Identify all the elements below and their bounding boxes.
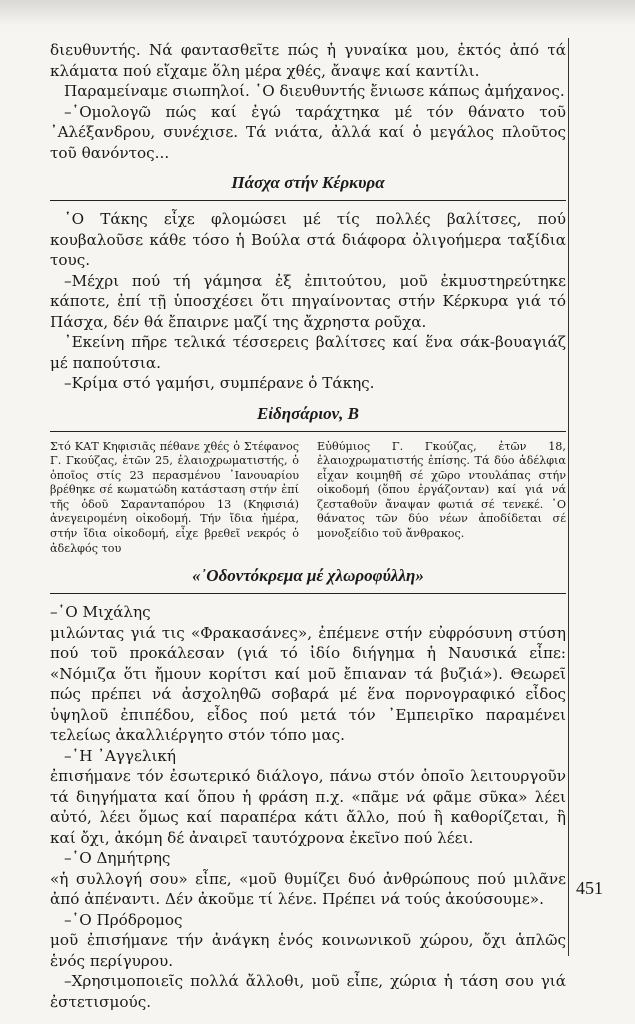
section-divider — [50, 593, 566, 594]
section3-speaker: –῾Ο Μιχάλης — [50, 603, 151, 622]
section3-paragraph: μοῦ ἐπισήμανε τήν ἀνάγκη ἑνός κοινωνικοῦ χώρου, ὄχι ἁπλῶς ἑνός περίγυρου. — [50, 931, 566, 970]
book-page — [50, 40, 566, 1012]
section3-paragraph: ἐπισήμανε τόν ἐσωτερικό διάλογο, πάνω στόν ὁποῖο λειτουργοῦν τά διηγήματα καί ὅπου ἡ φράση π.χ. «πᾶμε νά φᾶμε σῦκα» λέει αὐτό, λέει ὅμως καί παραπέρα κάτι ἄλλο, πού ἢ καθορίζεται, ἢ καί ὄχι, ἀκόμη δέ ἀναιρεῖ ταυτόχρονα ἐκεῖνο πού λέει. — [50, 767, 566, 847]
section1-paragraph: ῾Ο Τάκης εἶχε φλομώσει μέ τίς πολλές βαλίτσες, πού κουβαλοῦσε κάθε τόσο ἡ Βούλα στά διάφορα ὀλιγοήμερα ταξίδια τους. — [50, 210, 566, 269]
opening-paragraph: –῾Ομολογῶ πώς καί ἐγώ ταράχτηκα μέ τόν θάνατο τοῦ ᾽Αλέξανδρου, συνέχισε. Τά νιάτα, ἀλλά καί ὁ μεγάλος πλοῦτος τοῦ θανόντος... — [50, 102, 566, 162]
news-column-left: Στό ΚΑΤ Κηφισιᾶς πέθανε χθές ὁ Στέφανος Γ. Γκούζας, ἐτῶν 25, ἐλαιοχρωματιστής, ὁ ὁποῖος στίς 23 περασμένου ᾽Ιανουαρίου βρέθηκε σέ κωματώδη κατάσταση στήν ἐπί τῆς ὁδοῦ Σαρανταπόρου 13 (Κηφισιά) ἀνεγειρομένη οἰκοδομή. Τήν ἴδια ἡμέρα, στήν ἴδια οἰκοδομή, εἶχε βρεθεῖ νεκρός ὁ ἀδελφός του — [50, 439, 299, 555]
page-number: 451 — [576, 878, 603, 898]
section3-paragraph: –Χρησιμοποιεῖς πολλά ἄλλοθι, μοῦ εἶπε, χώρια ἡ τάση σου γιά ἐστετισμούς. — [50, 972, 566, 1011]
section-divider — [50, 200, 566, 201]
section-title-news: Εἰδησάριον, Β — [256, 403, 360, 423]
section3-paragraph: «ἡ συλλογή σου» εἶπε, «μοῦ θυμίζει δυό ἀνθρώπους πού μιλᾶνε ἀπό ἀπέναντι. Δέν ἀκοῦμε τί λένε. Πρέπει νά τούς ἀκούσουμε». — [50, 869, 566, 909]
section3-speaker: –῾Η ᾽Αγγελική — [64, 746, 177, 765]
news-column-right: Εὐθύμιος Γ. Γκούζας, ἐτῶν 18, ἐλαιοχρωματιστής ἐπίσης. Τά δύο ἀδέλφια εἶχαν κοιμηθῆ σέ χῶρο ντουλάπας στήν οἰκοδομή (ὅπου ἐργάζονταν) καί γιά νά ζεσταθοῦν ἄναψαν φωτιά σέ τενεκέ. ῾Ο θάνατος τῶν δύο νέων ἀποδίδεται σέ μονοξείδιο τοῦ ἄνθρακος. — [317, 439, 566, 541]
opening-paragraph: Παραμείναμε σιωπηλοί. ῾Ο διευθυντής ἔνιωσε κάπως ἀμήχανος. — [64, 82, 565, 100]
section3-speaker: –῾Ο Πρόδρομος — [64, 910, 183, 929]
margin-rule — [568, 38, 569, 956]
section1-paragraph: –Μέχρι πού τή γάμησα ἐξ ἐπιτούτου, μοῦ ἐκμυστηρεύτηκε κάποτε, ἐπί τῇ ὑποσχέσει ὅτι πηγαίνοντας στήν Κέρκυρα γιά τό Πάσχα, δέν θά ἔπαιρνε μαζί της ἄχρηστα ροῦχα. — [50, 271, 566, 331]
scan-top-shadow — [0, 0, 635, 26]
section3-speaker: –῾Ο Δημήτρης — [64, 849, 171, 868]
section3-paragraph: μιλώντας γιά τις «Φρακασάνες», ἐπέμενε στήν εὐφρόσυνη στύση πού τοῦ προκάλεσαν (γιά τό ἰδίο διήγημα ἡ Ναυσικά εἶπε: «Νόμιζα ὅτι ἤμουν κορίτσι καί μοῦ ἔπιαναν τά βυζιά»). Θεωρεῖ πώς πρέπει νά ἀσχοληθῶ σοβαρά μέ ἕνα πορνογραφικό εἶδος ὑψηλοῦ ἐπιπέδου, εἶδος πού μετά τόν ᾽Εμπειρῖκο παραμένει τελείως ἀκαλλιέργητο στόν τόπο μας. — [50, 623, 566, 745]
section-title-easter: Πάσχα στήν Κέρκυρα — [231, 173, 385, 192]
section1-paragraph: ᾽Εκείνη πῆρε τελικά τέσσερεις βαλίτσες καί ἕνα σάκ-βουαγιάζ μέ παπούτσια. — [50, 333, 566, 372]
section-divider — [50, 431, 566, 432]
news-clipping — [50, 440, 566, 557]
section1-paragraph: –Κρίμα στό γαμήσι, συμπέρανε ὁ Τάκης. — [64, 374, 375, 392]
opening-paragraph: διευθυντής. Νά φαντασθεῖτε πώς ἡ γυναίκα μου, ἐκτός ἀπό τά κλάματα πού εἴχαμε ὅλη μέρα χθές, ἄναψε καί καντίλι. — [50, 41, 566, 80]
section-title-toothpaste: «᾽Οδοντόκρεμα μέ χλωροφύλλη» — [192, 566, 424, 586]
